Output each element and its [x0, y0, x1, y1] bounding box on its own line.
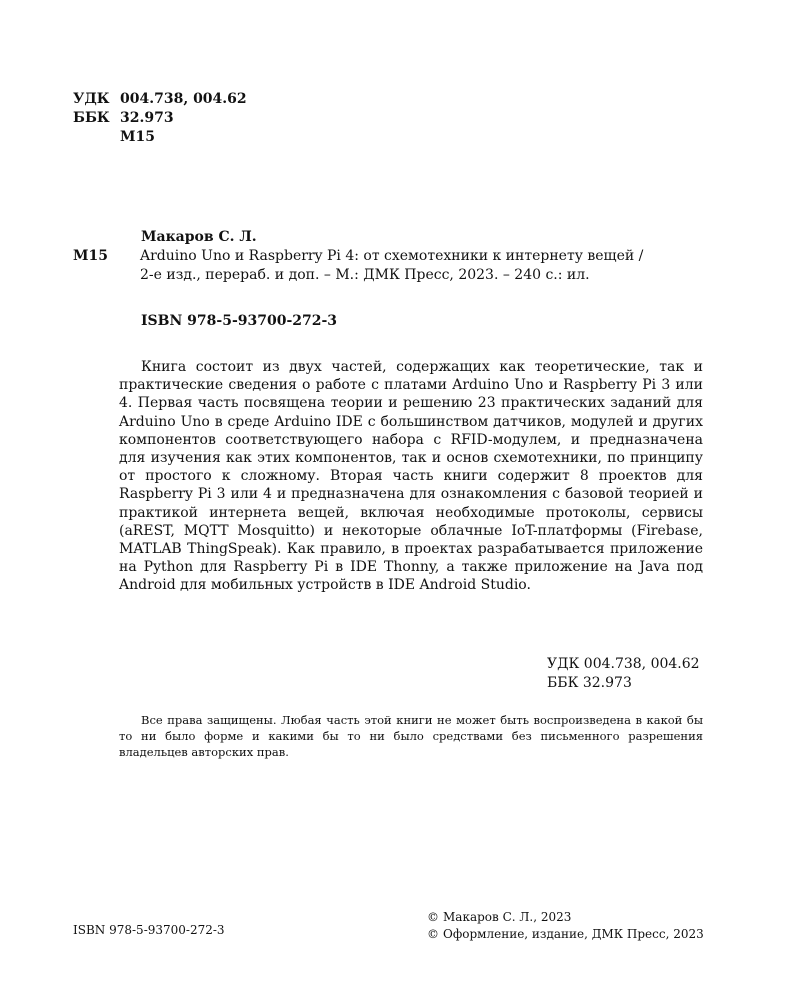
bbk-label: ББК: [73, 110, 110, 126]
rights-notice: Все права защищены. Любая часть этой книги не может быть воспроизведена в какой бы то ни было форме и какими бы то ни было средствами без письменного разрешения владельцев авторских прав.: [119, 713, 703, 759]
copyright-design: Оформление, издание, ДМК Пресс, 2023: [443, 927, 704, 941]
bbk-row: [73, 109, 247, 128]
author-name: Макаров С. Л.: [141, 229, 257, 245]
copyright-block: [427, 909, 704, 943]
copyright-author-line: [427, 909, 704, 926]
bibliographic-record: [73, 247, 713, 285]
edition-info: 2-е изд., перераб. и доп. – М.: ДМК Пресс, 2023. – 240 с.: ил.: [140, 267, 590, 283]
cutter-value: М15: [120, 129, 155, 145]
footer-isbn: ISBN 978-5-93700-272-3: [73, 923, 225, 937]
book-title: Arduino Uno и Raspberry Pi 4: от схемотехники к интернету вещей /: [140, 248, 644, 264]
udk-value: 004.738, 004.62: [120, 91, 247, 107]
cutter-mark: М15: [73, 248, 108, 264]
copyright-symbol: ©: [427, 910, 439, 924]
copyright-design-line: [427, 926, 704, 943]
classification-block: [73, 90, 247, 147]
classification-bottom: [547, 655, 700, 693]
bbk-bottom: ББК 32.973: [547, 675, 632, 691]
isbn: ISBN 978-5-93700-272-3: [141, 313, 338, 329]
udk-row: [73, 90, 247, 109]
udk-label: УДК: [73, 91, 110, 107]
cutter-row: [73, 128, 247, 147]
copyright-symbol: ©: [427, 927, 439, 941]
abstract-paragraph: Книга состоит из двух частей, содержащих как теоретические, так и практические сведения о работе с платами Arduino Uno и Raspberry Pi 3 или 4. Первая часть посвящена теории и решению 23 практических заданий для Arduino Uno в среде Arduino IDE с большинством датчиков, модулей и других компонентов соответствующего набора с RFID-модулем, и предназначена для изучения как этих компонентов, так и основ схемотехники, по принципу от простого к сложному. Вторая часть книги содержит 8 проектов для Raspberry Pi 3 или 4 и предназначена для ознакомления с базовой теорией и практикой интернета вещей, включая необходимые протоколы, сервисы (aREST, MQTT Mosquitto) и некоторые облачные IoT-платформы (Firebase, MATLAB ThingSpeak). Как правило, в проектах разрабатывается приложение на Python для Raspberry Pi в IDE Thonny, а также приложение на Java под Android для мобильных устройств в IDE Android Studio.: [119, 359, 703, 594]
udk-bottom: УДК 004.738, 004.62: [547, 656, 700, 672]
bbk-value: 32.973: [120, 110, 174, 126]
copyright-author: Макаров С. Л., 2023: [443, 910, 572, 924]
